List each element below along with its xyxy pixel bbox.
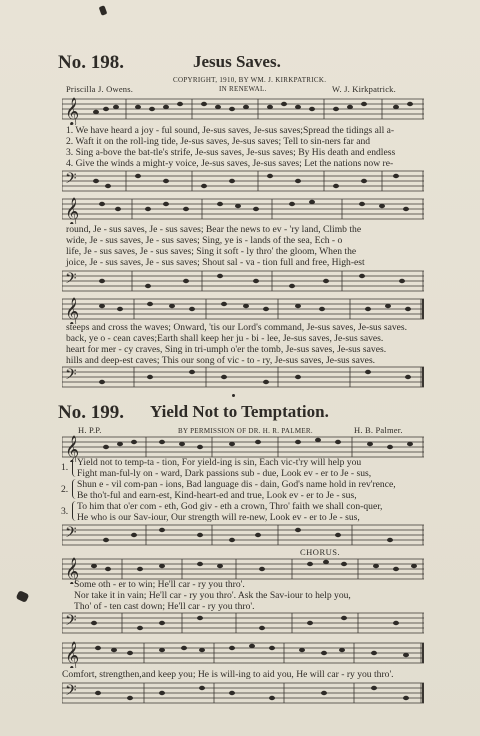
hymn-199-s1-line-2: Fight man-ful-ly on - ward, Dark passions sub - due, Look ev - er to Je - sus,	[77, 468, 372, 479]
hymn-199-staff-3-treble	[62, 640, 424, 668]
svg-text:𝄞: 𝄞	[65, 557, 80, 584]
hymn-198-copyright: COPYRIGHT, 1910, BY WM. J. KIRKPATRICK.	[173, 76, 327, 84]
hymn-199-verse-brace-3	[72, 501, 76, 521]
svg-text:𝄢: 𝄢	[65, 366, 77, 387]
hymn-199-s2-line-3: Tho' of - ten cast down; He'll car - ry you thro'.	[74, 601, 255, 612]
hymn-199-number: No. 199.	[58, 402, 124, 423]
hymn-199-title: Yield Not to Temptation.	[150, 402, 329, 421]
hymn-199-s1-line-1: Yield not to temp-ta - tion, For yield-ing is sin, Each vic-t'ry will help you	[77, 457, 362, 468]
svg-text:𝄢: 𝄢	[65, 524, 77, 545]
hymn-198-s1-line-4: 4. Give the winds a might-y voice, Je-sus saves, Je-sus saves; Let the nations now re-	[66, 158, 394, 169]
hymn-198-staff-2-bass	[62, 268, 424, 294]
svg-text:𝄞: 𝄞	[65, 641, 80, 668]
hymn-199-s1-line-4: Be tho't-ful and earn-est, Kind-heart-ed and true, Look ev - er to Je - sus,	[77, 490, 357, 501]
hymn-199-verse-1-number: 1.	[61, 462, 69, 473]
hymn-199-words-by: H. P.P.	[78, 425, 102, 435]
hymn-199-verse-2-number: 2.	[61, 484, 69, 495]
svg-text:𝄢: 𝄢	[65, 682, 77, 703]
hymn-198-s2-line-4: joice, Je - sus saves, Je - sus saves; Shout sal - va - tion full and free, High-est	[66, 257, 365, 268]
hymn-199-s1-line-3: Shun e - vil com-pan - ions, Bad language dis - dain, God's name hold in rev'rence,	[77, 479, 396, 490]
scan-mark-top	[99, 5, 108, 16]
hymn-198-s1-line-1: 1. We have heard a joy - ful sound, Je-sus saves, Je-sus saves;Spread the tidings all a-	[66, 125, 395, 136]
hymn-198-number: No. 198.	[58, 52, 124, 73]
hymn-199-s1-line-6: He who is our Sav-iour, Our strength will re-new, Look ev - er to Je - sus,	[77, 512, 360, 523]
hymn-199-music-by: H. B. Palmer.	[354, 425, 403, 435]
hymn-199-permission: BY PERMISSION OF DR. H. R. PALMER.	[178, 427, 313, 435]
hymn-198-music-by: W. J. Kirkpatrick.	[332, 84, 396, 94]
hymn-198-s3-line-1: steeps and cross the waves; Onward, 'tis our Lord's command, Je-sus saves, Je-sus saves.	[66, 322, 408, 333]
section-divider-dot	[232, 394, 235, 397]
hymn-198-staff-3-treble	[62, 296, 424, 324]
hymn-198-s1-line-3: 3. Sing a-bove the bat-tle's strife, Je-sus saves, Je-sus saves; By His death and endless	[66, 147, 396, 158]
hymn-198-s2-line-1: round, Je - sus saves, Je - sus saves; Bear the news to ev - 'ry land, Climb the	[66, 224, 362, 235]
hymn-199-s2-line-2: Nor take it in vain; He'll car - ry you thro'. Ask the Sav-iour to help you,	[74, 590, 351, 601]
hymn-198-words-by: Priscilla J. Owens.	[66, 84, 134, 94]
hymn-198-s3-line-2: back, ye o - cean caves;Earth shall keep her ju - bi - lee, Je-sus saves, Je-sus saves.	[66, 333, 384, 344]
hymn-199-s1-line-5: To him that o'er com - eth, God giv - eth a crown, Thro' faith we shall con-quer,	[77, 501, 383, 512]
hymn-198-s2-line-3: life, Je - sus saves, Je - sus saves; Sing it soft - ly thro' the gloom, When the	[66, 246, 357, 257]
hymn-198-s1-line-2: 2. Waft it on the roll-ing tide, Je-sus saves, Je-sus saves; Tell to sin-ners far and	[66, 136, 371, 147]
hymn-198-s3-line-4: hills and deep-est caves; This our song of vic - to - ry, Je-sus saves, Je-sus saves.	[66, 355, 376, 366]
hymn-198-staff-3-bass	[62, 364, 424, 390]
hymn-199-verse-brace-1	[72, 457, 76, 477]
hymn-199-staff-1-bass	[62, 522, 424, 548]
svg-text:𝄢: 𝄢	[65, 270, 77, 291]
hymn-198-title: Jesus Saves.	[193, 52, 281, 71]
hymn-199-verse-3-number: 3.	[61, 506, 69, 517]
svg-text:𝄢: 𝄢	[65, 612, 77, 633]
scan-mark-left	[16, 590, 30, 603]
hymn-198-s2-line-2: wide, Je - sus saves, Je - sus saves; Sing, ye is - lands of the sea, Ech - o	[66, 235, 343, 246]
hymn-198-s3-line-3: heart for mer - cy craves, Sing in tri-umph o'er the tomb, Je-sus saves, Je-sus saves.	[66, 344, 387, 355]
hymn-198-renewal: IN RENEWAL.	[219, 85, 267, 93]
hymn-198-staff-1-bass	[62, 168, 424, 194]
hymn-198-staff-2-treble	[62, 196, 424, 224]
hymn-199-s3-line-1: Comfort, strengthen,and keep you; He is will-ing to aid you, He will car - ry you thro'.	[62, 669, 394, 680]
svg-text:𝄞: 𝄞	[65, 97, 80, 125]
hymn-199-verse-brace-2	[72, 479, 76, 499]
hymn-199-staff-2-bass	[62, 610, 424, 636]
hymn-198-staff-1-treble	[62, 95, 424, 125]
svg-text:𝄞: 𝄞	[65, 197, 80, 224]
svg-text:𝄞: 𝄞	[65, 435, 80, 462]
hymn-199-staff-3-bass	[62, 680, 424, 706]
hymn-199-s2-line-1: Some oth - er to win; He'll car - ry you thro'.	[74, 579, 245, 590]
hymn-199-chorus-label: CHORUS.	[300, 547, 341, 557]
svg-text:𝄞: 𝄞	[65, 297, 80, 324]
svg-text:𝄢: 𝄢	[65, 170, 77, 191]
